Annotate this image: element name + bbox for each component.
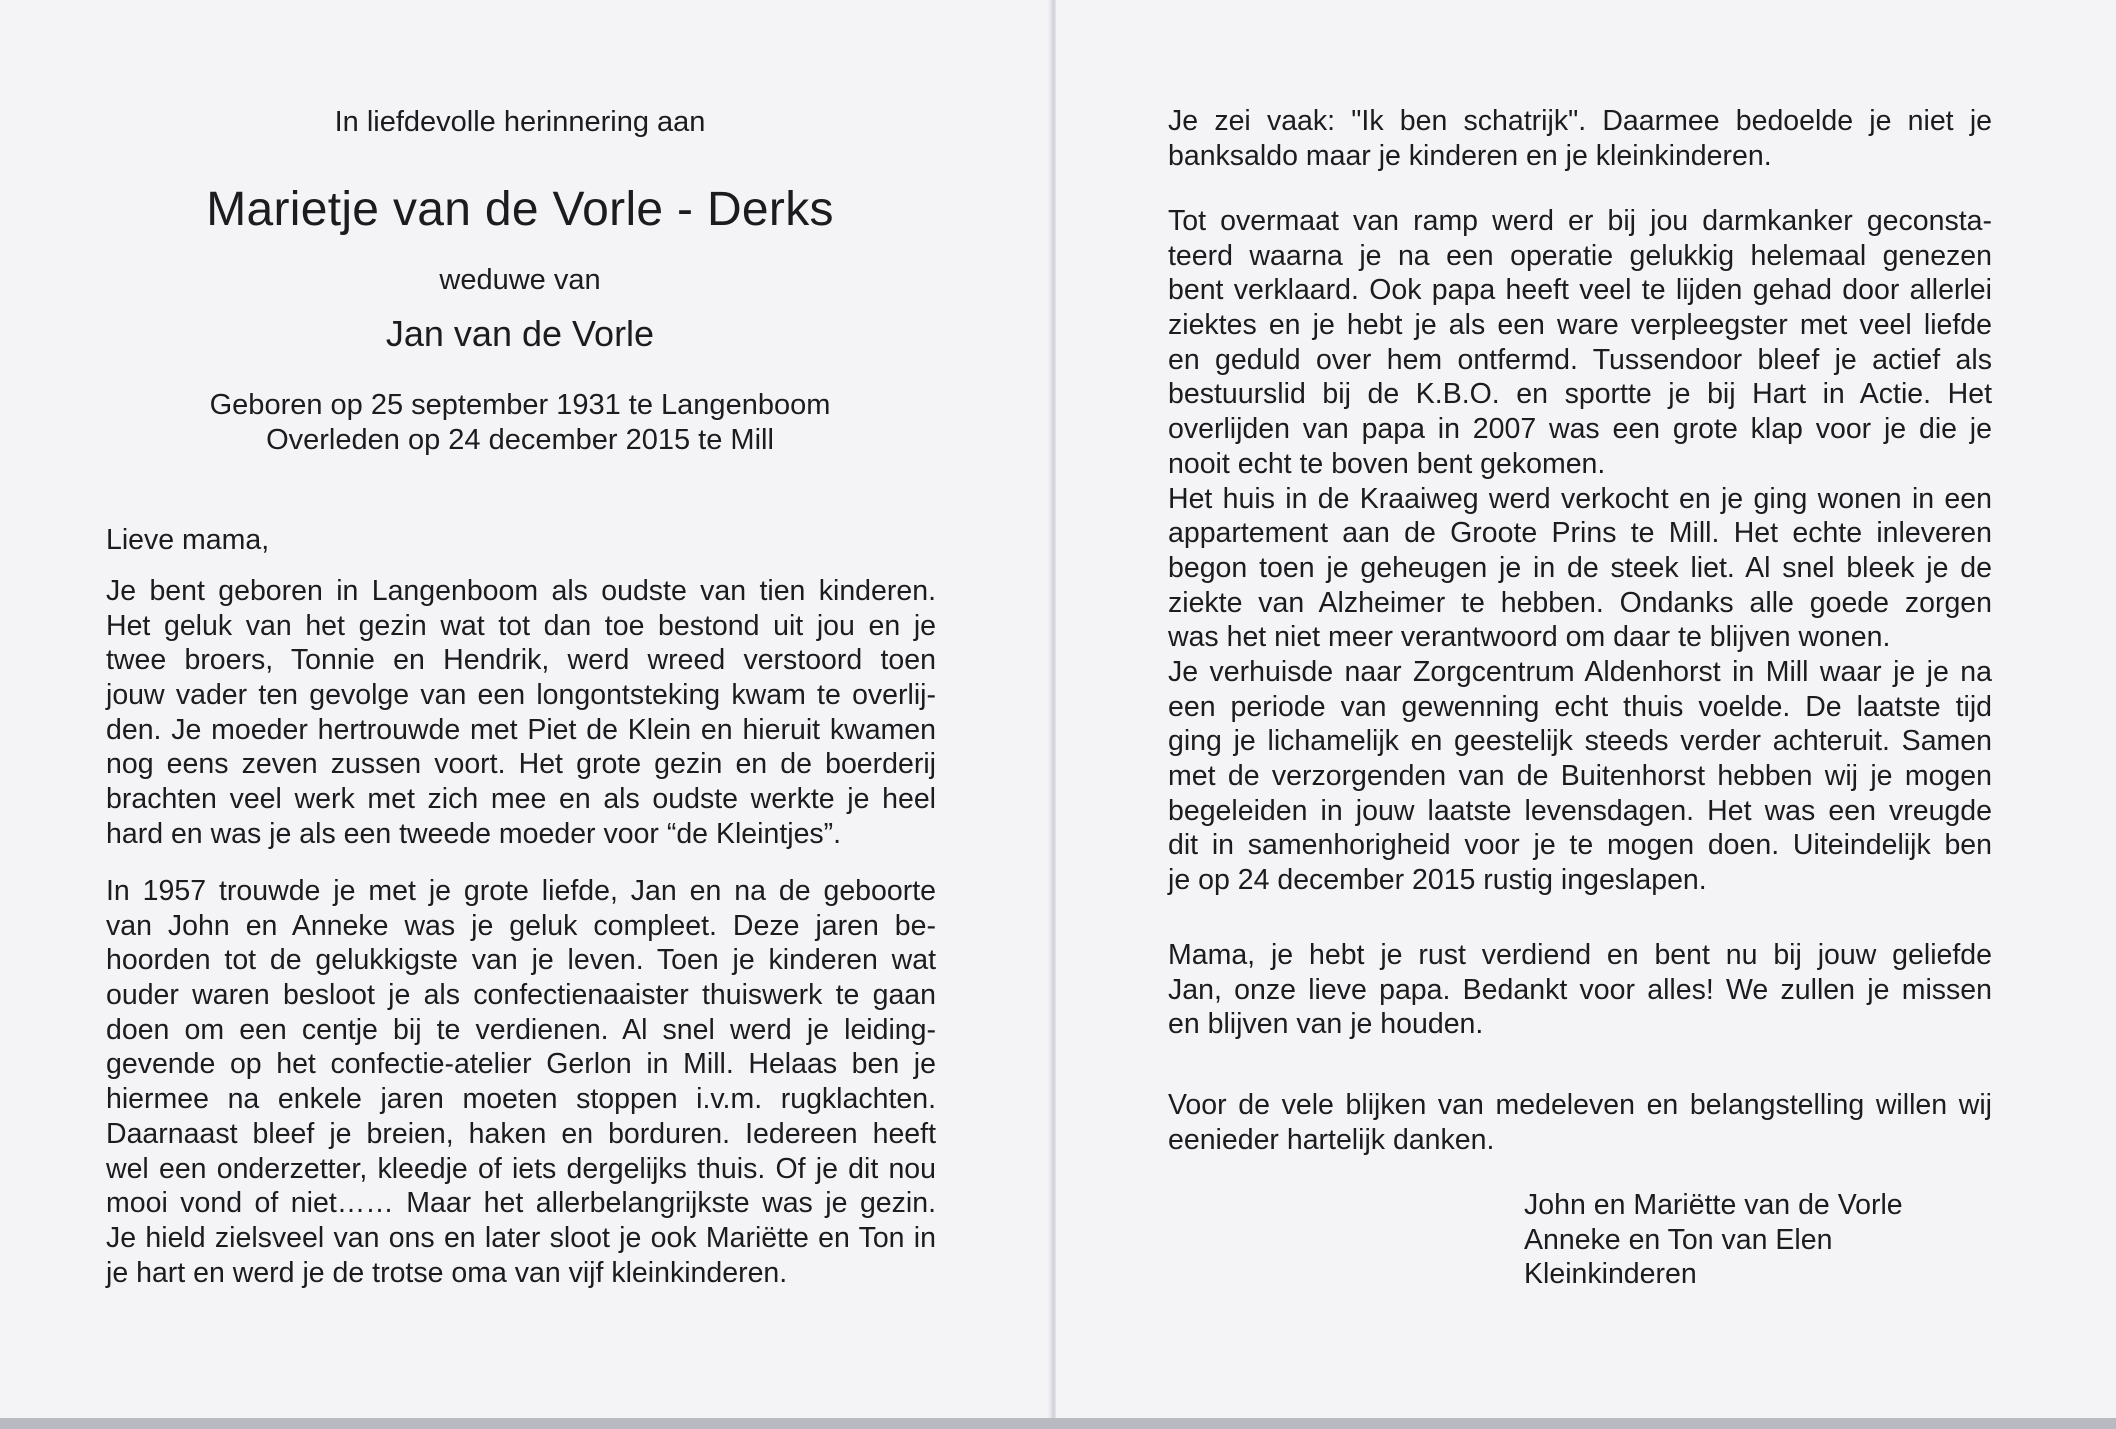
text-line: brachten veel werk met zich mee en als oudste werkte je heel xyxy=(106,783,936,816)
text-line: mooi vond of niet…… Maar het allerbelangrijkste was je gezin. xyxy=(106,1187,936,1220)
text-line: je op 24 december 2015 rustig ingeslapen. xyxy=(1168,864,1707,897)
text-line: en blijven van je houden. xyxy=(1168,1008,1484,1041)
life-dates xyxy=(100,388,940,458)
right-paragraph-4 xyxy=(1168,1088,1992,1157)
text-line: den. Je moeder hertrouwde met Piet de Klein en hieruit kwamen xyxy=(106,713,936,746)
text-line: jouw vader ten gevolge van een longontsteking kwam te overlij- xyxy=(106,679,936,712)
text-line: met de verzorgenden van de Buitenhorst hebben wij je mogen xyxy=(1168,760,1992,792)
text-line: nog eens zeven zussen voort. Het grote gezin en de boerderij xyxy=(106,748,936,781)
birth-line: Geboren op 25 september 1931 te Langenboom xyxy=(209,389,831,421)
text-line: Jan, onze lieve papa. Bedankt voor alles! We zullen je missen xyxy=(1168,973,1992,1006)
text-line: In 1957 trouwde je met je grote liefde, Jan en na de geboorte xyxy=(106,875,936,907)
text-line: twee broers, Tonnie en Hendrik, werd wreed verstoord toen xyxy=(106,644,936,677)
text-line: Het huis in de Kraaiweg werd verkocht en je ging wonen in een xyxy=(1168,482,1992,515)
text-line: een periode van gewenning echt thuis voelde. De laatste tijd xyxy=(1168,690,1992,723)
text-line: bestuurslid bij de K.B.O. en sportte je bij Hart in Actie. Het xyxy=(1168,378,1992,411)
right-paragraph-2 xyxy=(1168,204,1992,898)
text-line: hiermee na enkele jaren moeten stoppen i.v.m. rugklachten. xyxy=(106,1083,936,1116)
deceased-name: Marietje van de Vorle - Derks xyxy=(206,183,834,236)
text-line: Het geluk van het gezin wat tot dan toe bestond uit jou en je xyxy=(106,609,936,642)
text-line: gevende op het confectie-atelier Gerlon in Mill. Helaas ben je xyxy=(106,1048,936,1081)
signature-line: Anneke en Ton van Elen xyxy=(1524,1223,1833,1256)
husband-name: Jan van de Vorle xyxy=(385,313,655,354)
text-line: ging je lichamelijk en geestelijk steeds verder achteruit. Samen xyxy=(1168,725,1992,758)
text-line: van John en Anneke was je geluk compleet. Deze jaren be- xyxy=(106,909,936,942)
text-line: nooit echt te boven bent gekomen. xyxy=(1168,447,1606,480)
signature-line: John en Mariëtte van de Vorle xyxy=(1524,1189,1903,1221)
card-bottom-edge xyxy=(0,1418,2116,1429)
text-line: Tot overmaat van ramp werd er bij jou darmkanker geconsta- xyxy=(1168,205,1992,237)
text-line: ziektes en je hebt je als een ware verpleegster met veel liefde xyxy=(1168,309,1992,342)
widow-of-label: weduwe van xyxy=(439,264,601,296)
left-paragraph-2 xyxy=(106,874,936,1290)
text-line: Daarnaast bleef je breien, haken en borduren. Iedereen heeft xyxy=(106,1117,936,1150)
text-line: Voor de vele blijken van medeleven en belangstelling willen wij xyxy=(1168,1089,1992,1121)
text-line: begeleiden in jouw laatste levensdagen. Het was een vreugde xyxy=(1168,794,1992,827)
intro-line: In liefdevolle herinnering aan xyxy=(334,106,706,138)
text-line: ouder waren besloot je als confectienaaister thuiswerk te gaan xyxy=(106,979,936,1012)
text-line: dit in samenhorigheid voor je te mogen doen. Uiteindelijk ben xyxy=(1168,829,1992,862)
left-page xyxy=(0,0,1052,1418)
salutation: Lieve mama, xyxy=(106,524,270,556)
left-paragraph-1 xyxy=(106,574,936,852)
text-line: eenieder hartelijk danken. xyxy=(1168,1123,1495,1156)
text-line: overlijden van papa in 2007 was een grote klap voor je die je xyxy=(1168,413,1992,446)
text-line: Je verhuisde naar Zorgcentrum Aldenhorst in Mill waar je je na xyxy=(1168,655,1992,688)
text-line: hoorden tot de gelukkigste van je leven. Toen je kinderen wat xyxy=(106,944,936,977)
signature-block xyxy=(1524,1188,1903,1292)
text-line: hard en was je als een tweede moeder voor “de Kleintjes”. xyxy=(106,817,842,850)
right-paragraph-3 xyxy=(1168,938,1992,1042)
text-line: Je hield zielsveel van ons en later sloot je ook Mariëtte en Ton in xyxy=(106,1221,936,1254)
text-line: Je zei vaak: "Ik ben schatrijk". Daarmee bedoelde je niet je xyxy=(1168,105,1992,137)
text-line: begon toen je geheugen je in de steek liet. Al snel bleek je de xyxy=(1168,551,1992,584)
text-line: je hart en werd je de trotse oma van vijf kleinkinderen. xyxy=(106,1256,788,1289)
right-paragraph-1 xyxy=(1168,104,1992,173)
text-line: en geduld over hem ontfermd. Tussendoor bleef je actief als xyxy=(1168,343,1992,376)
text-line: ziekte van Alzheimer te hebben. Ondanks alle goede zorgen xyxy=(1168,586,1992,619)
text-line: Mama, je hebt je rust verdiend en bent nu bij jouw geliefde xyxy=(1168,939,1992,971)
signature-line: Kleinkinderen xyxy=(1524,1258,1697,1290)
text-line: was het niet meer verantwoord om daar te blijven wonen. xyxy=(1168,621,1891,654)
death-line: Overleden op 24 december 2015 te Mill xyxy=(266,424,774,456)
text-line: teerd waarna je na een operatie gelukkig helemaal genezen xyxy=(1168,239,1992,272)
text-line: bent verklaard. Ook papa heeft veel te lijden gehad door allerlei xyxy=(1168,274,1992,307)
text-line: appartement aan de Groote Prins te Mill. Het echte inleveren xyxy=(1168,517,1992,550)
text-line: wel een onderzetter, kleedje of iets dergelijks thuis. Of je dit nou xyxy=(106,1152,936,1185)
text-line: doen om een centje bij te verdienen. Al snel werd je leiding- xyxy=(106,1013,936,1046)
text-line: banksaldo maar je kinderen en je kleinkinderen. xyxy=(1168,139,1772,172)
text-line: Je bent geboren in Langenboom als oudste van tien kinderen. xyxy=(106,575,936,607)
